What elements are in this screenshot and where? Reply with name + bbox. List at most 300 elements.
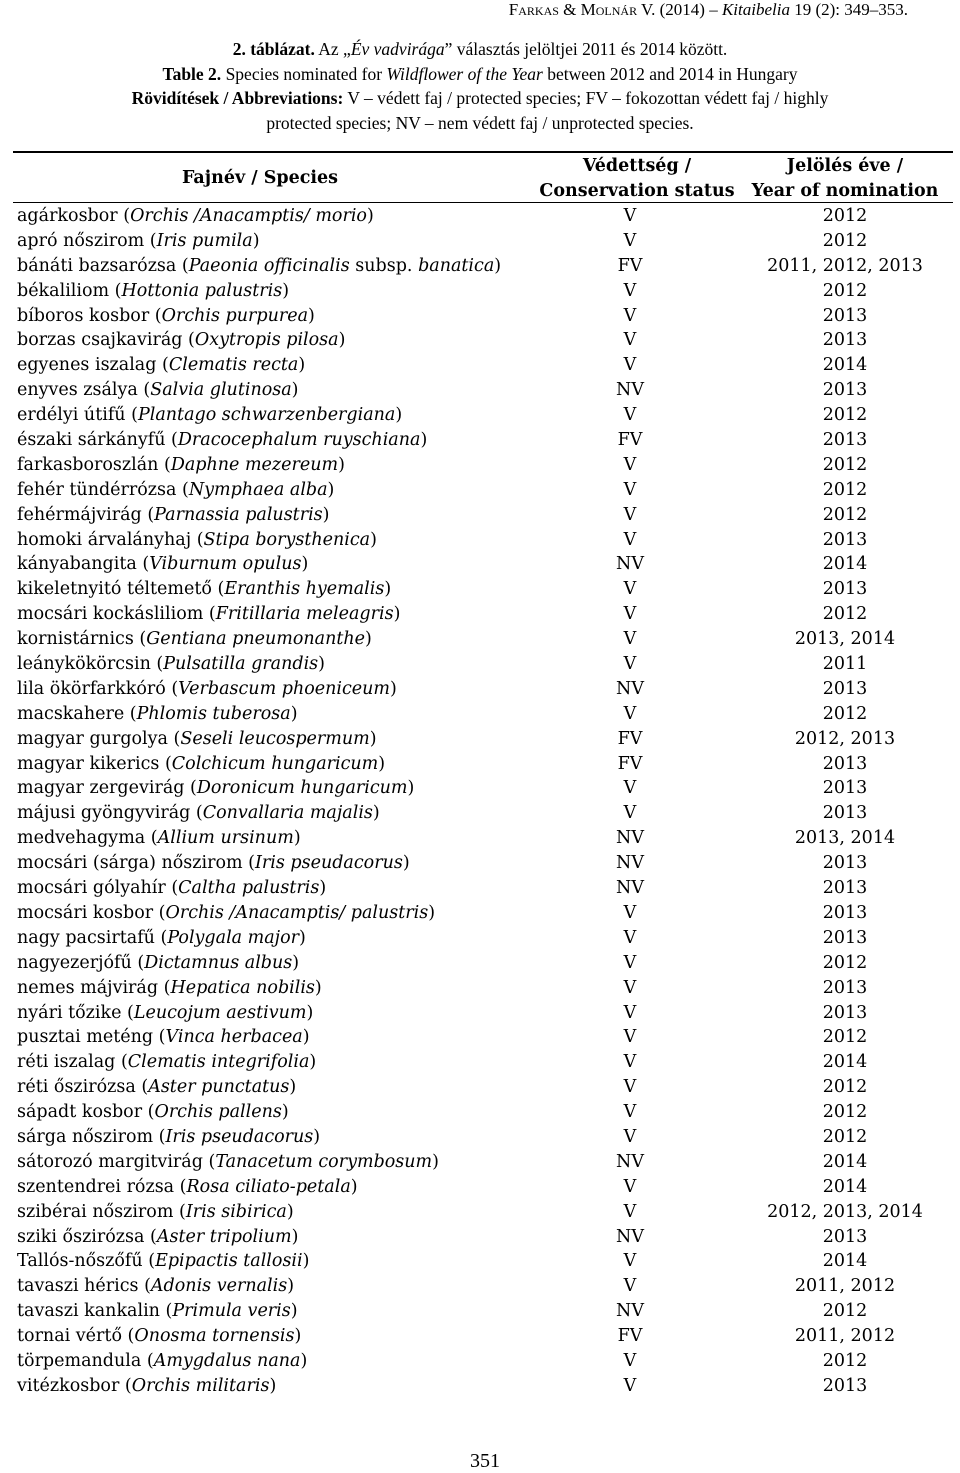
species-common-name: magyar gurgolya ( [17, 728, 181, 749]
status-cell: V [623, 1201, 637, 1222]
species-close-paren: ) [407, 778, 415, 799]
species-common-name: bánáti bazsarózsa ( [17, 255, 189, 276]
status-cell: V [623, 1027, 637, 1048]
table-header-rule [13, 202, 953, 203]
header-species: Fajnév / Species [181, 168, 339, 188]
species-latin-name: Dictamnus albus [144, 952, 293, 973]
status-cell: V [623, 504, 637, 525]
caption-en-text-2: between 2012 and 2014 in Hungary [547, 63, 798, 84]
status-cell: V [623, 1176, 637, 1197]
caption-hu-text-2: ” választás jelöltjei 2011 és 2014 között. [444, 39, 728, 59]
status-cell: V [623, 1077, 637, 1098]
species-latin-name: Leucojum aestivum [133, 1002, 307, 1023]
species-close-paren: ) [428, 902, 436, 923]
species-cell [17, 851, 410, 876]
caption-abbreviations-cont [0, 111, 960, 136]
year-cell: 2013 [822, 902, 868, 923]
species-cell [17, 776, 414, 801]
year-cell: 2012 [822, 1077, 868, 1098]
status-cell: NV [616, 380, 644, 401]
species-close-paren: ) [293, 828, 301, 849]
species-close-paren: ) [370, 529, 377, 550]
table-row [0, 577, 960, 602]
species-close-paren: ) [281, 1102, 289, 1123]
species-cell [17, 801, 380, 826]
species-cell [17, 1200, 294, 1225]
table-row [0, 1125, 960, 1150]
species-close-paren: ) [289, 1077, 297, 1098]
table-caption [0, 37, 960, 135]
species-latin-name: Caltha palustris [178, 878, 320, 899]
species-close-paren: ) [292, 952, 300, 973]
table-row [0, 1374, 960, 1399]
species-latin-name: Gentiana pneumonanthe [146, 629, 366, 650]
caption-en-text-1: Species nominated for [225, 63, 383, 84]
status-cell: V [623, 1350, 637, 1371]
species-subsp-label: subsp. [349, 255, 419, 276]
species-latin-name: Oxytropis pilosa [194, 330, 339, 351]
year-cell: 2013 [822, 430, 868, 451]
species-common-name: tavaszi kankalin ( [17, 1301, 173, 1322]
year-cell: 2014 [822, 355, 868, 376]
caption-english [0, 62, 960, 87]
table-row [0, 428, 960, 453]
year-cell: 2011, 2012 [794, 1326, 896, 1347]
year-cell: 2013 [822, 853, 868, 874]
year-cell: 2013, 2014 [794, 828, 896, 849]
species-cell [17, 1125, 320, 1150]
species-latin-name: Adonis vernalis [150, 1276, 288, 1297]
species-cell [17, 752, 385, 777]
species-latin-name: Parnassia palustris [154, 504, 323, 525]
table-row [0, 1249, 960, 1274]
year-cell: 2014 [822, 1052, 868, 1073]
table-row [0, 229, 960, 254]
species-common-name: agárkosbor ( [17, 206, 131, 226]
table-row [0, 1200, 960, 1225]
species-common-name: fehér tündérrózsa ( [17, 479, 189, 500]
table-body [0, 204, 960, 1399]
species-latin-name: Iris sibirica [185, 1201, 287, 1222]
species-close-paren: ) [291, 1226, 299, 1247]
table-row [0, 304, 960, 329]
species-close-paren: ) [318, 654, 325, 675]
status-cell: V [623, 604, 637, 625]
species-common-name: sziki őszirózsa ( [17, 1226, 157, 1247]
year-cell: 2012 [822, 280, 868, 301]
species-cell [17, 1100, 289, 1125]
status-cell: V [623, 330, 637, 351]
species-cell [17, 1249, 309, 1274]
species-common-name: fehérmájvirág ( [17, 504, 155, 525]
year-cell: 2012 [822, 479, 868, 500]
table-row [0, 1175, 960, 1200]
species-common-name: nagyezerjófű ( [17, 952, 145, 973]
species-latin-name: Iris pseudacorus [255, 853, 403, 874]
table-row [0, 478, 960, 503]
table-row [0, 1075, 960, 1100]
year-cell: 2013 [822, 977, 868, 998]
species-latin-name: Verbascum phoeniceum [178, 678, 390, 699]
header-status-line-2: Conservation status [539, 181, 735, 201]
species-close-paren: ) [298, 355, 306, 376]
species-common-name: tornai vértő ( [17, 1326, 135, 1347]
species-latin-name: Aster tripolium [156, 1226, 292, 1247]
species-latin-name: Clematis recta [168, 355, 299, 376]
running-head-dash: – [709, 0, 718, 19]
species-common-name: bíboros kosbor ( [17, 305, 162, 326]
status-cell: NV [616, 853, 644, 874]
species-close-paren: ) [286, 1201, 294, 1222]
year-cell: 2013, 2014 [794, 629, 896, 650]
species-close-paren: ) [314, 977, 322, 998]
species-common-name: farkasboroszlán ( [17, 454, 171, 475]
species-close-paren: ) [384, 579, 392, 600]
year-cell: 2012 [822, 454, 868, 475]
species-common-name: borzas csajkavirág ( [17, 330, 195, 351]
year-cell: 2013 [822, 380, 868, 401]
species-cell [17, 304, 315, 329]
species-latin-name: Iris pseudacorus [165, 1126, 314, 1147]
table-row [0, 1100, 960, 1125]
species-close-paren: ) [372, 803, 380, 824]
species-latin-name: Paeonia officinalis [188, 255, 350, 276]
species-close-paren: ) [319, 878, 327, 899]
header-year-line-1: Jelölés éve / [786, 156, 904, 176]
species-close-paren: ) [313, 1126, 321, 1147]
year-cell: 2013 [822, 330, 868, 351]
species-cell [17, 528, 377, 553]
species-close-paren: ) [366, 206, 374, 226]
species-cell [17, 1025, 310, 1050]
species-common-name: kikeletnyitó téltemető ( [17, 579, 225, 600]
status-cell: V [623, 1375, 637, 1396]
species-common-name: májusi gyöngyvirág ( [17, 803, 203, 824]
header-year [740, 154, 950, 204]
species-cell [17, 1050, 316, 1075]
table-row [0, 926, 960, 951]
year-cell: 2014 [822, 554, 868, 575]
species-latin-name: Pulsatilla grandis [163, 654, 319, 675]
status-cell: V [623, 803, 637, 824]
year-cell: 2012 [822, 1027, 868, 1048]
status-cell: FV [617, 430, 643, 451]
table-row [0, 951, 960, 976]
status-cell: FV [617, 255, 643, 276]
species-common-name: apró nőszirom ( [17, 230, 157, 251]
species-close-paren: ) [390, 678, 397, 699]
status-cell: V [623, 977, 637, 998]
species-latin-name: Dracocephalum ruyschiana [177, 430, 421, 451]
running-head-authors: Farkas & Molnár V. [508, 0, 656, 19]
species-common-name: mocsári (sárga) nőszirom ( [17, 853, 255, 874]
species-common-name: kányabangita ( [17, 554, 150, 575]
caption-en-label: Table 2. [162, 63, 222, 84]
species-close-paren: ) [395, 405, 403, 426]
species-latin-name: Orchis purpurea [161, 305, 309, 326]
year-cell: 2012 [822, 230, 868, 251]
species-common-name: egyenes iszalag ( [17, 355, 169, 376]
status-cell: V [623, 230, 637, 251]
year-cell: 2012 [822, 206, 868, 226]
year-cell: 2014 [822, 1251, 868, 1272]
species-cell [17, 1299, 298, 1324]
species-latin-name: Stipa borysthenica [203, 529, 371, 550]
species-close-paren: ) [301, 554, 309, 575]
table-row [0, 1349, 960, 1374]
species-close-paren: ) [294, 1326, 302, 1347]
year-cell: 2012 [822, 405, 868, 426]
species-cell [17, 602, 400, 627]
species-cell [17, 976, 322, 1001]
species-cell [17, 1075, 296, 1100]
species-common-name: medvehagyma ( [17, 828, 158, 849]
caption-hu-text-1: Az „ [318, 39, 351, 59]
table-row [0, 627, 960, 652]
species-latin-name: Salvia glutinosa [150, 380, 292, 401]
species-common-name: nyári tőzike ( [17, 1002, 134, 1023]
status-cell: V [623, 1251, 637, 1272]
species-latin-name: Doronicum hungaricum [196, 778, 408, 799]
table-row [0, 1025, 960, 1050]
species-latin-name: Phlomis tuberosa [136, 703, 291, 724]
species-common-name: mocsári gólyahír ( [17, 878, 179, 899]
species-latin-name: Viburnum opulus [149, 554, 302, 575]
table-row [0, 1150, 960, 1175]
status-cell: NV [616, 1151, 644, 1172]
status-cell: V [623, 1126, 637, 1147]
caption-abbreviations [0, 86, 960, 111]
species-close-paren: ) [287, 1276, 295, 1297]
year-cell: 2011 [822, 654, 868, 675]
status-cell: FV [617, 1326, 643, 1347]
status-cell: NV [616, 1226, 644, 1247]
status-cell: FV [617, 753, 643, 774]
species-cell [17, 826, 301, 851]
species-latin-name: Seseli leucospermum [180, 728, 370, 749]
species-latin-name: Convallaria majalis [202, 803, 373, 824]
species-cell [17, 229, 260, 254]
species-cell [17, 1225, 298, 1250]
species-common-name: vitézkosbor ( [17, 1375, 132, 1396]
table-row [0, 353, 960, 378]
running-head-year: (2014) [659, 0, 705, 19]
year-cell: 2013 [822, 927, 868, 948]
species-cell [17, 1374, 276, 1399]
table-row [0, 378, 960, 403]
species-latin-subsp: banatica [418, 255, 495, 276]
year-cell: 2013 [822, 529, 868, 550]
year-cell: 2014 [822, 1176, 868, 1197]
status-cell: NV [616, 828, 644, 849]
species-cell [17, 1274, 294, 1299]
table-top-rule [13, 151, 953, 153]
species-close-paren: ) [290, 1301, 298, 1322]
species-cell [17, 1150, 439, 1175]
status-cell: V [623, 952, 637, 973]
species-common-name: északi sárkányfű ( [17, 430, 178, 451]
table-row [0, 652, 960, 677]
species-cell [17, 727, 377, 752]
species-latin-name: Eranthis hyemalis [224, 579, 385, 600]
species-cell [17, 627, 372, 652]
year-cell: 2012 [822, 1102, 868, 1123]
species-cell [17, 503, 330, 528]
species-close-paren: ) [420, 430, 428, 451]
species-cell [17, 1001, 313, 1026]
species-latin-name: Orchis pallens [154, 1102, 282, 1123]
status-cell: V [623, 1002, 637, 1023]
species-cell [17, 403, 402, 428]
table-row [0, 677, 960, 702]
table-row [0, 826, 960, 851]
species-common-name: mocsári kockásliliom ( [17, 604, 216, 625]
year-cell: 2013 [822, 803, 868, 824]
species-common-name: törpemandula ( [17, 1350, 154, 1371]
table-row [0, 1225, 960, 1250]
table-row [0, 876, 960, 901]
table-row [0, 552, 960, 577]
caption-hungarian [0, 37, 960, 62]
year-cell: 2012 [822, 1126, 868, 1147]
species-cell [17, 378, 299, 403]
species-common-name: szentendrei rózsa ( [17, 1176, 187, 1197]
species-cell [17, 204, 374, 229]
species-cell [17, 552, 308, 577]
species-cell [17, 428, 427, 453]
status-cell: V [623, 479, 637, 500]
species-close-paren: ) [322, 504, 330, 525]
species-latin-name: Tanacetum corymbosum [215, 1151, 433, 1172]
table-row [0, 727, 960, 752]
species-cell [17, 702, 298, 727]
species-common-name: sárga nőszirom ( [17, 1126, 166, 1147]
status-cell: V [623, 654, 637, 675]
year-cell: 2014 [822, 1151, 868, 1172]
species-cell [17, 577, 391, 602]
species-latin-name: Clematis integrifolia [127, 1052, 310, 1073]
status-cell: V [623, 579, 637, 600]
species-latin-name: Polygala major [167, 927, 300, 948]
species-cell [17, 951, 299, 976]
species-latin-name: Amygdalus nana [153, 1350, 301, 1371]
year-cell: 2013 [822, 579, 868, 600]
table-row [0, 901, 960, 926]
table-row [0, 851, 960, 876]
species-common-name: macskahere ( [17, 703, 137, 724]
year-cell: 2012 [822, 604, 868, 625]
species-latin-name: Vinca herbacea [165, 1027, 303, 1048]
species-cell [17, 1324, 301, 1349]
year-cell: 2012 [822, 703, 868, 724]
species-cell [17, 254, 501, 279]
species-close-paren: ) [290, 703, 298, 724]
species-close-paren: ) [338, 454, 345, 475]
header-status-line-1: Védettség / [582, 156, 692, 176]
species-latin-name: Hottonia palustris [121, 280, 283, 301]
species-latin-name: Orchis militaris [131, 1375, 270, 1396]
species-common-name: kornistárnics ( [17, 629, 147, 650]
status-cell: V [623, 355, 637, 376]
status-cell: V [623, 1102, 637, 1123]
status-cell: V [623, 454, 637, 475]
table-row [0, 1299, 960, 1324]
status-cell: NV [616, 554, 644, 575]
table-row [0, 503, 960, 528]
species-common-name: lila ökörfarkkóró ( [17, 678, 179, 699]
species-cell [17, 353, 305, 378]
year-cell: 2012 [822, 504, 868, 525]
table-row [0, 1274, 960, 1299]
species-close-paren: ) [309, 1052, 317, 1073]
year-cell: 2013 [822, 1002, 868, 1023]
species-common-name: réti iszalag ( [17, 1052, 128, 1073]
year-cell: 2012 [822, 952, 868, 973]
species-close-paren: ) [300, 1350, 308, 1371]
status-cell: V [623, 405, 637, 426]
status-cell: NV [616, 678, 644, 699]
species-common-name: homoki árvalányhaj ( [17, 529, 204, 550]
status-cell: V [623, 927, 637, 948]
species-latin-name: Fritillaria meleagris [215, 604, 394, 625]
caption-abbr-label: Rövidítések / Abbreviations: [131, 88, 344, 108]
table-row [0, 254, 960, 279]
table-row [0, 702, 960, 727]
table-row [0, 976, 960, 1001]
table-row [0, 528, 960, 553]
species-close-paren: ) [282, 280, 290, 301]
species-latin-name: Onosma tornensis [134, 1326, 295, 1347]
species-common-name: magyar zergevirág ( [17, 778, 197, 799]
species-common-name: tavaszi hérics ( [17, 1276, 151, 1297]
species-close-paren: ) [327, 479, 335, 500]
species-latin-name: Plantago schwarzenbergiana [137, 405, 396, 426]
species-latin-name: Orchis /Anacamptis/ morio [130, 206, 367, 226]
species-close-paren: ) [378, 753, 386, 774]
status-cell: V [623, 703, 637, 724]
species-latin-name: Daphne mezereum [170, 454, 339, 475]
status-cell: NV [616, 1301, 644, 1322]
year-cell: 2013 [822, 878, 868, 899]
species-latin-name: Nymphaea alba [188, 479, 328, 500]
species-close-paren: ) [494, 255, 502, 276]
status-cell: V [623, 529, 637, 550]
year-cell: 2013 [822, 753, 868, 774]
species-close-paren: ) [402, 853, 410, 874]
species-cell [17, 677, 397, 702]
species-cell [17, 652, 325, 677]
year-cell: 2011, 2012, 2013 [767, 255, 923, 276]
species-cell [17, 279, 289, 304]
year-cell: 2013 [822, 1375, 868, 1396]
species-common-name: sátorozó margitvirág ( [17, 1151, 216, 1172]
running-head-journal: Kitaibelia [721, 0, 790, 19]
status-cell: V [623, 1276, 637, 1297]
species-latin-name: Hepatica nobilis [170, 977, 315, 998]
species-cell [17, 478, 334, 503]
caption-abbr-text-1: V – védett faj / protected species; FV – fokozottan védett faj / highly [347, 88, 829, 108]
species-close-paren: ) [306, 1002, 314, 1023]
species-close-paren: ) [291, 380, 299, 401]
status-cell: V [623, 778, 637, 799]
species-common-name: leánykökörcsin ( [17, 654, 164, 675]
species-common-name: mocsári kosbor ( [17, 902, 166, 923]
species-cell [17, 926, 306, 951]
species-cell [17, 328, 345, 353]
table-row [0, 776, 960, 801]
species-latin-name: Orchis /Anacamptis/ palustris [165, 902, 429, 923]
caption-hu-label: 2. táblázat. [232, 39, 315, 59]
